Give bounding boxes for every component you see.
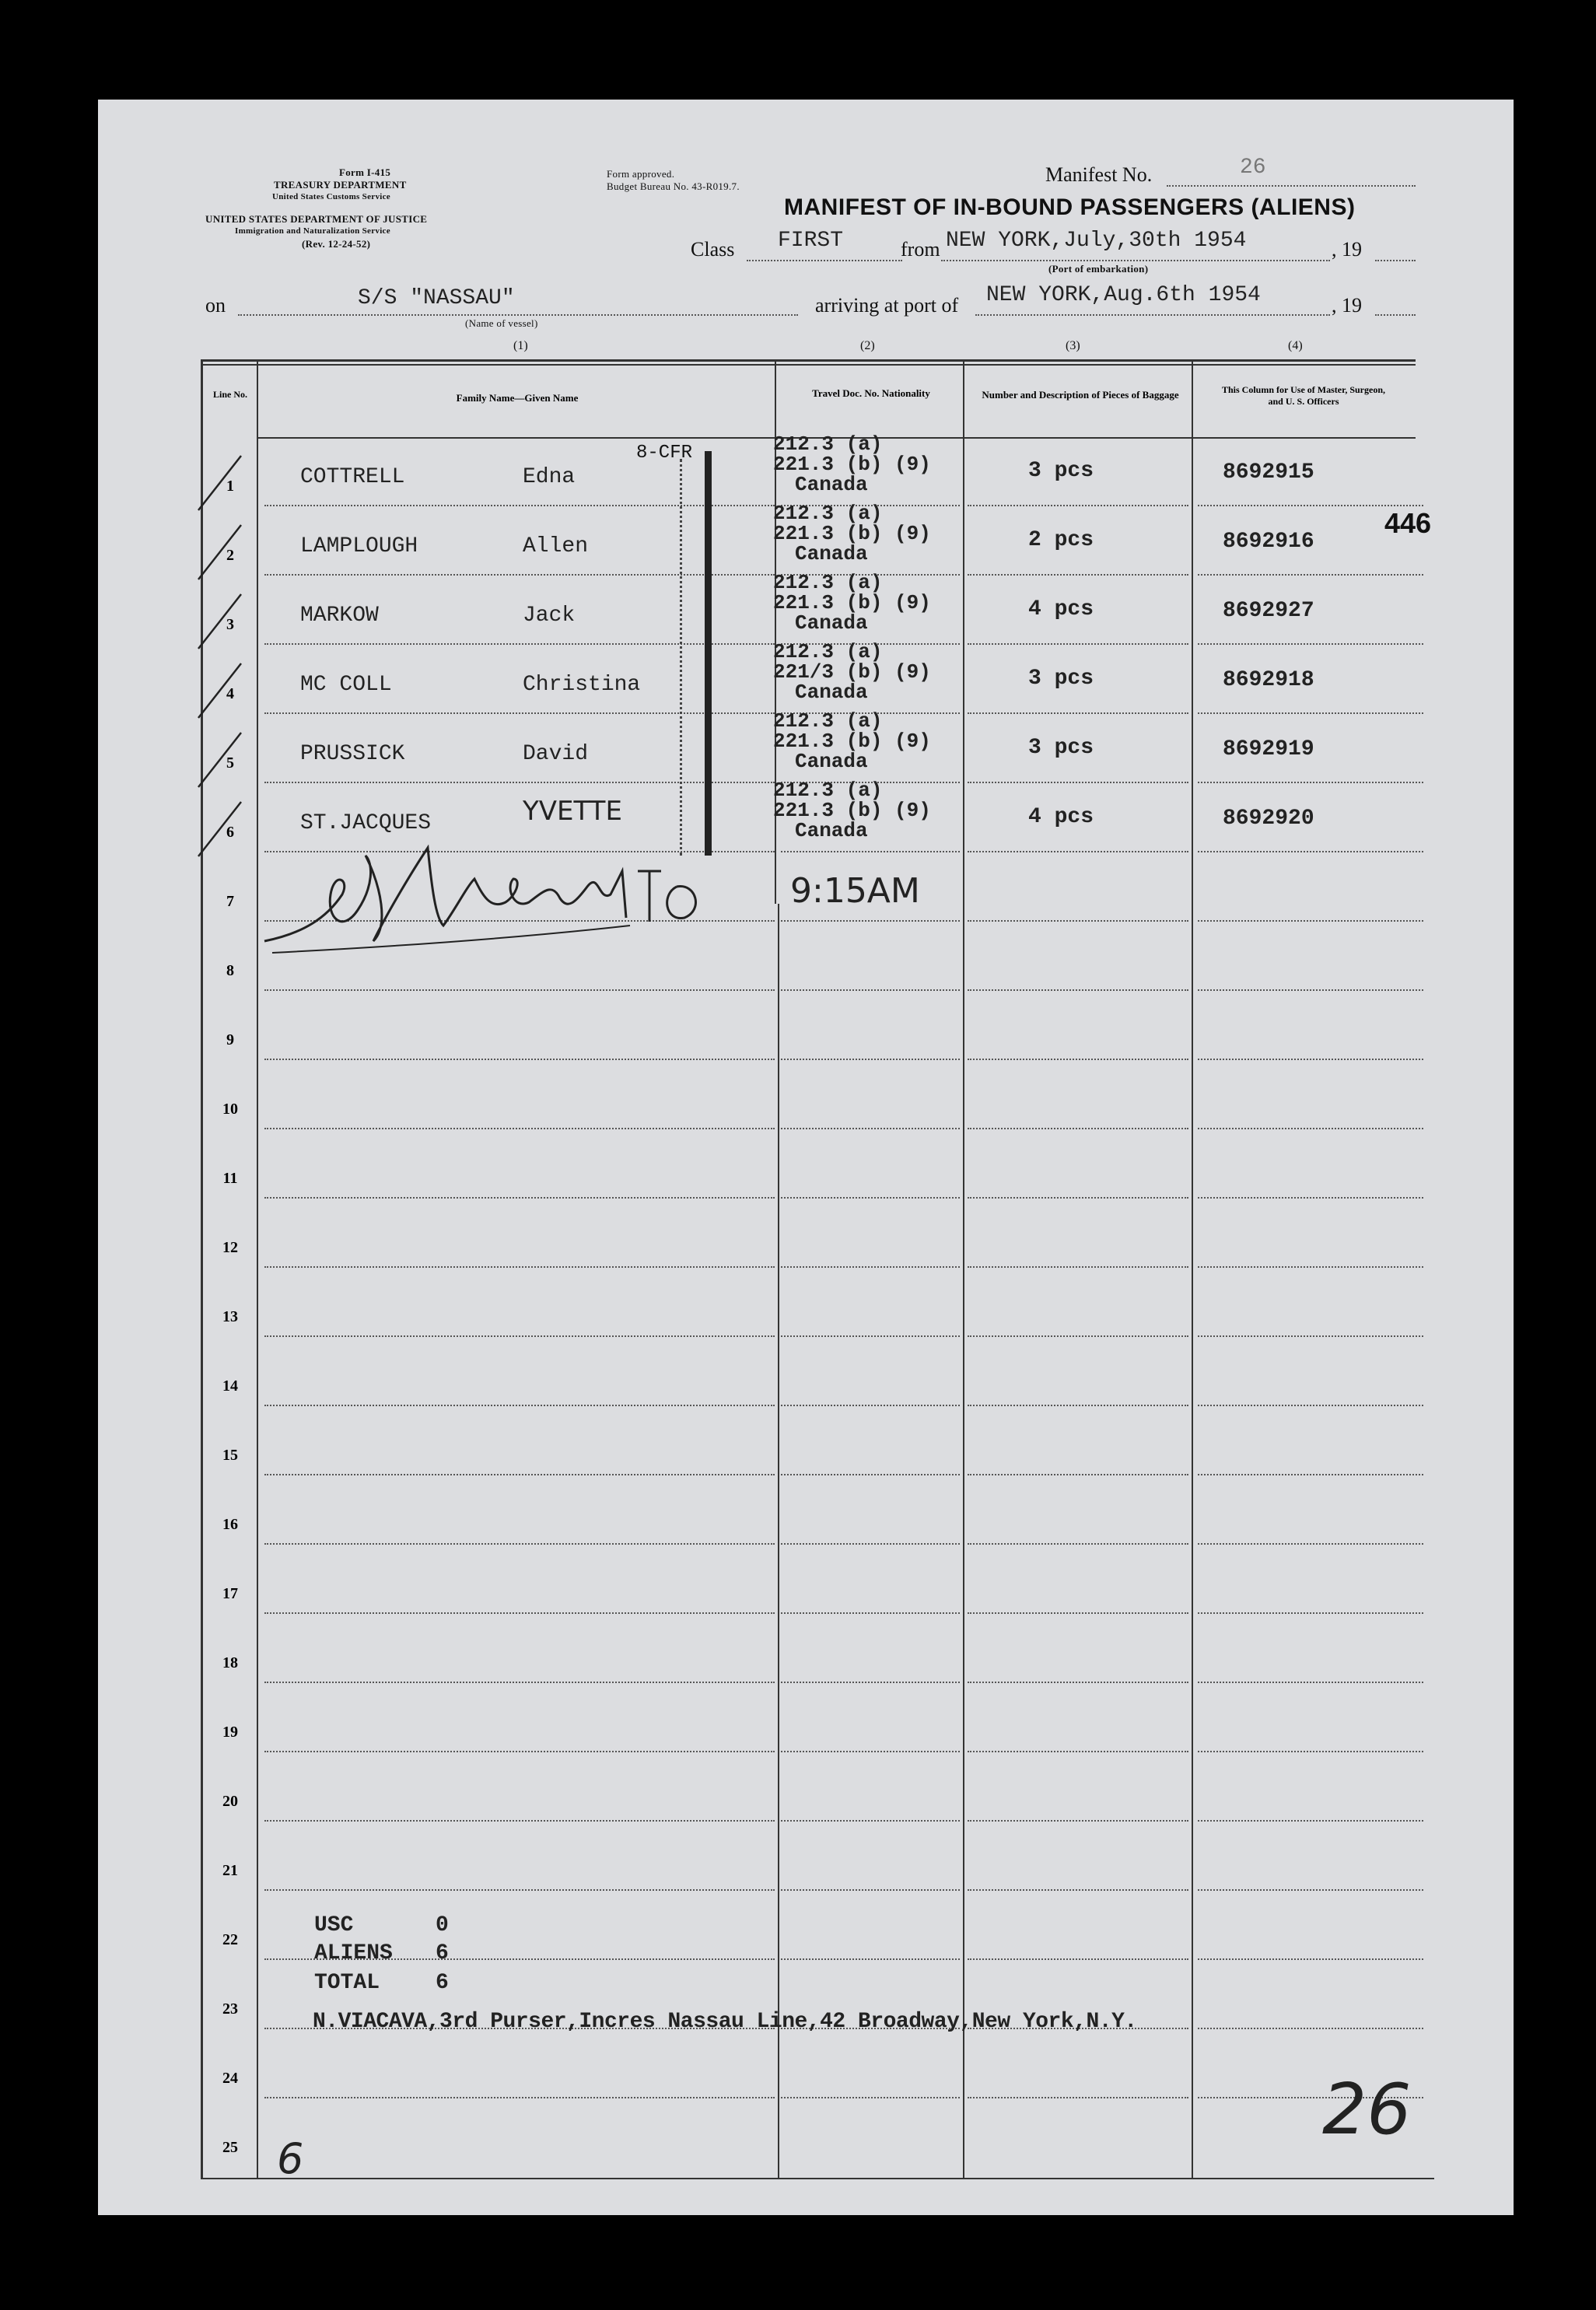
row-rule xyxy=(1198,505,1423,506)
row-rule xyxy=(264,1612,775,1614)
given-name: David xyxy=(523,742,589,766)
row-rule xyxy=(968,1335,1188,1337)
row-rule xyxy=(781,1197,960,1199)
row-rule xyxy=(1198,2028,1423,2029)
arrival-value: NEW YORK,Aug.6th 1954 xyxy=(986,283,1261,307)
travel-doc-2: 221.3 (b) (9) xyxy=(773,522,931,545)
line-number: 14 xyxy=(222,1377,238,1395)
line-number: 15 xyxy=(222,1447,238,1464)
row-rule xyxy=(968,1405,1188,1406)
manifest-no-label: Manifest No. xyxy=(1045,163,1153,186)
col-num-4: (4) xyxy=(1288,339,1303,352)
row-rule xyxy=(264,1059,775,1060)
row-rule xyxy=(1198,1682,1423,1683)
row-rule xyxy=(1198,1474,1423,1475)
row-rule xyxy=(1198,1197,1423,1199)
corner-mark: 6 xyxy=(277,2134,304,2183)
year-label-2: , 19 xyxy=(1332,294,1362,317)
embarkation-value: NEW YORK,July,30th 1954 xyxy=(946,229,1247,253)
row-rule xyxy=(781,1335,960,1337)
arriving-label: arriving at port of xyxy=(815,294,959,317)
family-name: MC COLL xyxy=(300,673,392,697)
total-count: 6 xyxy=(436,1971,449,1995)
header-name: Family Name—Given Name xyxy=(456,392,579,404)
row-rule xyxy=(968,574,1188,576)
row-rule xyxy=(1198,1958,1423,1960)
row-rule xyxy=(968,782,1188,783)
port-embarkation-caption: (Port of embarkation) xyxy=(1048,263,1149,275)
nationality: Canada xyxy=(795,750,868,773)
baggage: 2 pcs xyxy=(1028,528,1094,552)
travel-doc-2: 221.3 (b) (9) xyxy=(773,453,931,476)
row-rule xyxy=(1198,1889,1423,1891)
officer-number: 8692920 xyxy=(1223,807,1314,831)
row-rule xyxy=(968,851,1188,852)
year-label: , 19 xyxy=(1332,238,1362,261)
aliens-count: 6 xyxy=(436,1941,449,1965)
row-rule xyxy=(781,1751,960,1752)
line-number: 21 xyxy=(222,1862,238,1879)
travel-doc-1: 212.3 (a) xyxy=(773,640,883,663)
row-rule xyxy=(968,1612,1188,1614)
row-rule xyxy=(968,1958,1188,1960)
row-rule xyxy=(781,1612,960,1614)
row-rule xyxy=(264,1820,775,1822)
nationality: Canada xyxy=(795,611,868,635)
row-rule xyxy=(264,505,775,506)
from-label: from xyxy=(901,238,940,261)
row-rule xyxy=(781,1059,960,1060)
row-rule xyxy=(781,1958,960,1960)
line-number: 18 xyxy=(222,1654,238,1671)
stamp-bar xyxy=(705,451,712,856)
line-number: 25 xyxy=(222,2139,238,2156)
row-rule xyxy=(264,574,775,576)
given-name: YVETTE xyxy=(523,796,622,827)
travel-doc-1: 212.3 (a) xyxy=(773,709,883,733)
row-rule xyxy=(968,505,1188,506)
row-rule xyxy=(968,712,1188,714)
line-number: 3 xyxy=(226,616,234,633)
line-number: 2 xyxy=(226,547,234,564)
treasury-department: TREASURY DEPARTMENT xyxy=(274,179,407,191)
given-name: Jack xyxy=(523,604,576,628)
family-name: ST.JACQUES xyxy=(300,811,432,835)
customs-service: United States Customs Service xyxy=(272,192,390,201)
row-rule xyxy=(264,1128,775,1129)
usc-count: 0 xyxy=(436,1913,449,1937)
row-rule xyxy=(1198,574,1423,576)
row-rule xyxy=(781,1128,960,1129)
line-number: 13 xyxy=(222,1308,238,1325)
nationality: Canada xyxy=(795,681,868,704)
line-number: 19 xyxy=(222,1724,238,1741)
ins-service: Immigration and Naturalization Service xyxy=(235,226,390,236)
col-num-2: (2) xyxy=(860,339,875,352)
line-number: 12 xyxy=(222,1239,238,1256)
officer-number: 8692915 xyxy=(1223,460,1314,485)
officer-number: 8692919 xyxy=(1223,737,1314,761)
travel-doc-2: 221/3 (b) (9) xyxy=(773,660,931,684)
line-number: 24 xyxy=(222,2070,238,2087)
page-number: 26 xyxy=(1322,2069,1412,2151)
officer-number: 8692927 xyxy=(1223,599,1314,623)
row-rule xyxy=(781,2097,960,2098)
row-rule xyxy=(1198,1612,1423,1614)
header-baggage: Number and Description of Pieces of Baggage xyxy=(982,389,1179,401)
row-rule xyxy=(968,920,1188,922)
row-rule xyxy=(968,1474,1188,1475)
row-rule xyxy=(781,1266,960,1268)
line-number: 8 xyxy=(226,962,234,979)
row-rule xyxy=(264,1405,775,1406)
row-rule xyxy=(968,989,1188,991)
on-label: on xyxy=(205,294,226,317)
row-rule xyxy=(968,1543,1188,1545)
header-officers: This Column for Use of Master, Surgeon, and U. S. Officers xyxy=(1221,384,1385,407)
row-rule xyxy=(264,989,775,991)
row-rule xyxy=(264,1474,775,1475)
cfr-stamp: 8-CFR xyxy=(636,443,693,464)
purser-line: N.VIACAVA,3rd Purser,Incres Nassau Line,42 Broadway,New York,N.Y. xyxy=(313,2010,1137,2034)
given-name: Edna xyxy=(523,465,576,489)
family-name: COTTRELL xyxy=(300,465,405,489)
col-num-3: (3) xyxy=(1066,339,1080,352)
row-rule xyxy=(968,1266,1188,1268)
row-rule xyxy=(968,643,1188,645)
check-mark xyxy=(194,517,257,587)
row-rule xyxy=(1198,643,1423,645)
vessel-caption: (Name of vessel) xyxy=(465,317,538,329)
aliens-label: ALIENS xyxy=(314,1941,393,1965)
header-travel-doc: Travel Doc. No. Nationality xyxy=(812,387,930,399)
row-rule xyxy=(1198,712,1423,714)
row-rule xyxy=(264,1197,775,1199)
row-rule xyxy=(968,2097,1188,2098)
row-rule xyxy=(264,1266,775,1268)
row-rule xyxy=(1198,1405,1423,1406)
nationality: Canada xyxy=(795,819,868,842)
check-mark xyxy=(194,448,257,518)
row-rule xyxy=(781,920,960,922)
row-rule xyxy=(264,1543,775,1545)
row-rule xyxy=(1198,782,1423,783)
col-num-1: (1) xyxy=(513,339,528,352)
travel-doc-2: 221.3 (b) (9) xyxy=(773,730,931,753)
travel-doc-1: 212.3 (a) xyxy=(773,571,883,594)
justice-department: UNITED STATES DEPARTMENT OF JUSTICE xyxy=(205,213,428,225)
line-number: 22 xyxy=(222,1931,238,1948)
row-rule xyxy=(1198,989,1423,991)
line-number: 11 xyxy=(222,1170,238,1187)
inspector-signature xyxy=(257,824,801,964)
vessel-name: S/S "NASSAU" xyxy=(358,286,515,310)
row-rule xyxy=(1198,1751,1423,1752)
usc-label: USC xyxy=(314,1913,354,1937)
line-number: 23 xyxy=(222,2000,238,2018)
baggage: 3 pcs xyxy=(1028,667,1094,691)
row-rule xyxy=(968,1128,1188,1129)
row-rule xyxy=(968,1889,1188,1891)
row-rule xyxy=(781,1682,960,1683)
row-rule xyxy=(264,1889,775,1891)
line-number: 17 xyxy=(222,1585,238,1602)
check-mark xyxy=(194,794,257,864)
header-line-no: Line No. xyxy=(212,389,247,400)
given-name: Christina xyxy=(523,673,641,697)
class-value: FIRST xyxy=(778,229,844,253)
form-approved: Form approved. xyxy=(607,168,675,180)
travel-doc-1: 212.3 (a) xyxy=(773,779,883,802)
officer-number: 8692916 xyxy=(1223,530,1314,554)
row-rule xyxy=(1198,920,1423,922)
nationality: Canada xyxy=(795,473,868,496)
row-rule xyxy=(1198,1059,1423,1060)
row-rule xyxy=(968,1059,1188,1060)
row-rule xyxy=(781,1474,960,1475)
line-number: 7 xyxy=(226,893,234,910)
check-mark xyxy=(194,656,257,726)
row-rule xyxy=(781,851,960,852)
row-rule xyxy=(264,643,775,645)
family-name: PRUSSICK xyxy=(300,742,405,766)
budget-bureau: Budget Bureau No. 43-R019.7. xyxy=(607,180,740,192)
row-rule xyxy=(1198,851,1423,852)
nationality: Canada xyxy=(795,542,868,565)
manifest-page xyxy=(98,100,1514,2215)
travel-doc-2: 221.3 (b) (9) xyxy=(773,799,931,822)
line-number: 4 xyxy=(226,685,234,702)
row-rule xyxy=(968,1197,1188,1199)
row-rule xyxy=(781,1405,960,1406)
total-label: TOTAL xyxy=(314,1971,380,1995)
row-rule xyxy=(781,1543,960,1545)
manifest-title: MANIFEST OF IN-BOUND PASSENGERS (ALIENS) xyxy=(784,194,1356,220)
row-rule xyxy=(1198,1266,1423,1268)
officer-number: 8692918 xyxy=(1223,668,1314,692)
row-rule xyxy=(781,989,960,991)
travel-doc-2: 221.3 (b) (9) xyxy=(773,591,931,614)
travel-doc-1: 212.3 (a) xyxy=(773,432,883,456)
form-number: Form I-415 xyxy=(339,166,391,178)
line-number: 9 xyxy=(226,1031,234,1048)
row-rule xyxy=(264,712,775,714)
family-name: MARKOW xyxy=(300,604,379,628)
line-number: 10 xyxy=(222,1101,238,1118)
row-rule xyxy=(264,782,775,783)
row-rule xyxy=(264,2097,775,2098)
class-label: Class xyxy=(691,238,735,261)
row-rule xyxy=(264,1751,775,1752)
line-number: 1 xyxy=(226,478,234,495)
row-rule xyxy=(781,1889,960,1891)
row-rule xyxy=(968,1682,1188,1683)
row-rule xyxy=(1198,1335,1423,1337)
baggage: 4 pcs xyxy=(1028,805,1094,829)
baggage: 4 pcs xyxy=(1028,597,1094,621)
line-number: 5 xyxy=(226,754,234,772)
line-number: 6 xyxy=(226,824,234,841)
travel-doc-1: 212.3 (a) xyxy=(773,502,883,525)
row-rule xyxy=(781,1820,960,1822)
revision-date: (Rev. 12-24-52) xyxy=(302,238,371,250)
baggage: 3 pcs xyxy=(1028,459,1094,483)
inspection-time: 9:15AM xyxy=(790,871,920,911)
margin-number: 446 xyxy=(1384,507,1432,539)
row-rule xyxy=(1198,1128,1423,1129)
check-mark xyxy=(194,586,257,656)
check-mark xyxy=(194,725,257,795)
line-number: 16 xyxy=(222,1516,238,1533)
row-rule xyxy=(968,1751,1188,1752)
row-rule xyxy=(1198,1543,1423,1545)
row-rule xyxy=(264,1682,775,1683)
baggage: 3 pcs xyxy=(1028,736,1094,760)
row-rule xyxy=(1198,1820,1423,1822)
row-rule xyxy=(968,1820,1188,1822)
line-number: 20 xyxy=(222,1793,238,1810)
manifest-number: 26 xyxy=(1240,156,1266,180)
row-rule xyxy=(264,1335,775,1337)
given-name: Allen xyxy=(523,534,589,558)
family-name: LAMPLOUGH xyxy=(300,534,418,558)
